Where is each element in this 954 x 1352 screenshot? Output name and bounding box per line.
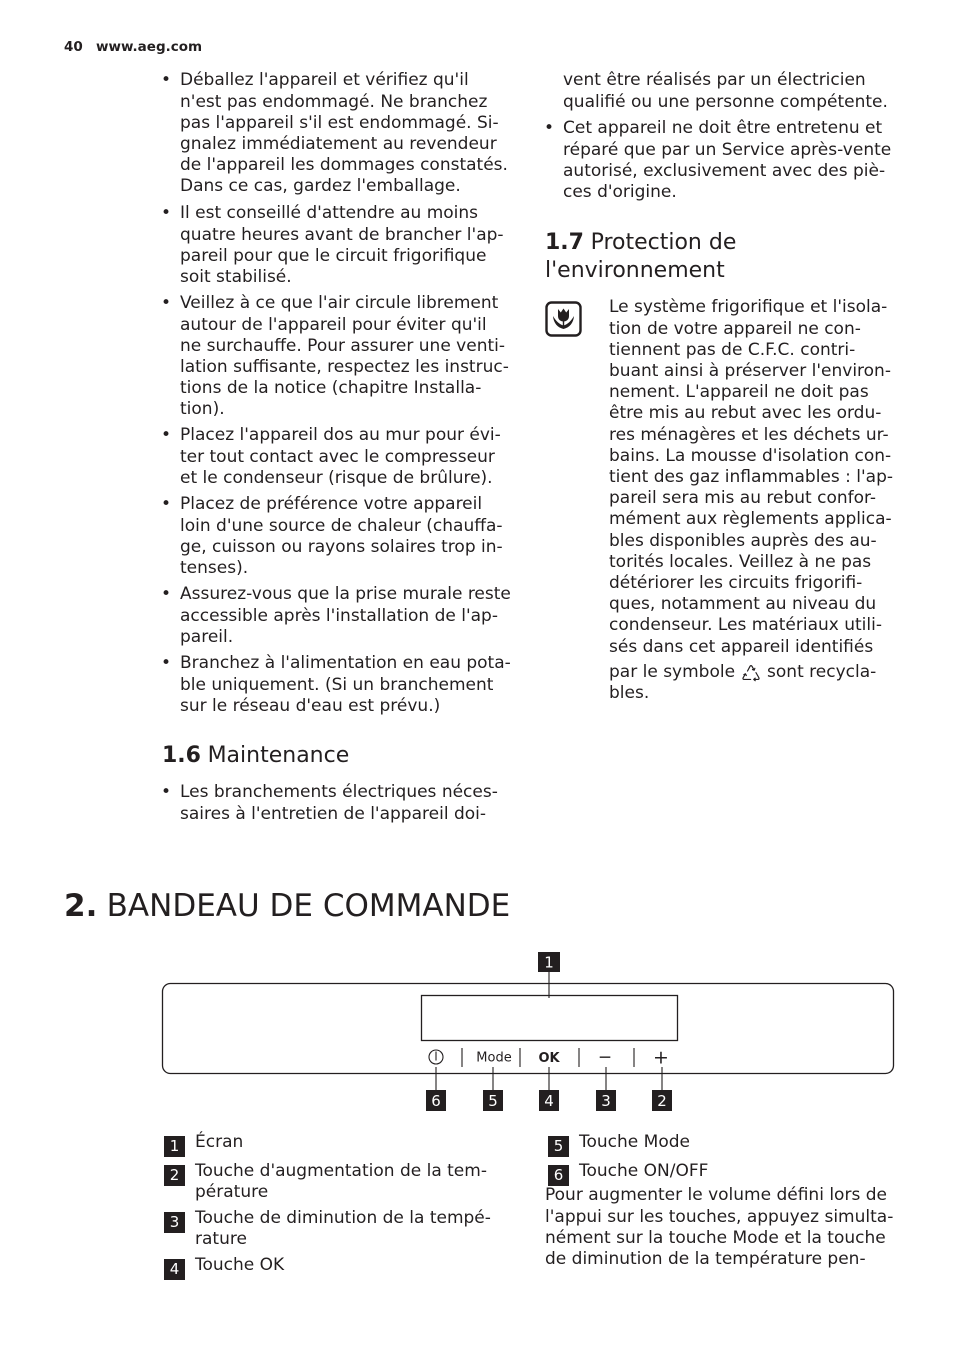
text-line: Touche de diminution de la tempé- [195, 1208, 491, 1228]
legend-text [195, 1161, 487, 1203]
plus-button-label: + [653, 1046, 669, 1069]
text-line: condenseur. Les matériaux utili- [609, 615, 882, 636]
text-line: être mis au rebut avec les ordu- [609, 403, 882, 424]
text-line: buant ainsi à préserver l'environ- [609, 360, 891, 381]
ok-button-label: OK [538, 1051, 560, 1066]
text-line: Écran [195, 1132, 244, 1152]
text-line: Dans ce cas, gardez l'emballage. [180, 176, 461, 197]
text-line: tient des gaz inflammables : l'ap- [609, 466, 894, 487]
continuation-text [563, 70, 888, 112]
legend-number-box: 5 [548, 1136, 569, 1157]
text-line: • Assurez-vous que la prise murale reste [180, 584, 511, 605]
text-line: qualifié ou une personne compétente. [563, 91, 888, 112]
chapter-title: BANDEAU DE COMMANDE [106, 888, 511, 924]
text-line: bles disponibles auprès des au- [609, 530, 877, 551]
text-line: nément sur la touche Mode et la touche [545, 1227, 886, 1248]
text-line: pareil pour que le circuit frigorifique [180, 245, 487, 266]
bullet-item [162, 782, 498, 824]
legend-number-box: 3 [164, 1212, 185, 1233]
text-line: • Branchez à l'alimentation en eau pota- [180, 653, 511, 674]
text-line: gnalez immédiatement au revendeur [180, 133, 497, 154]
display-screen [422, 996, 678, 1041]
text-line: de l'appareil les dommages constatés. [180, 155, 508, 176]
heading-line: l'environnement [545, 258, 725, 283]
environment-note [609, 297, 893, 704]
text-line: bains. La mousse d'isolation con- [609, 445, 892, 466]
text-line: ques, notamment au niveau du [609, 594, 877, 615]
text-line: l'appui sur les touches, appuyez simulta- [545, 1206, 894, 1227]
legend-number-box: 4 [164, 1259, 185, 1280]
bullet-item [545, 118, 891, 203]
section-title: Maintenance [207, 743, 350, 768]
text-line: tions de la notice (chapitre Installa- [180, 378, 482, 399]
callout-number: 6 [431, 1092, 441, 1110]
chapter-number: 2. [64, 888, 98, 924]
callout-display [538, 952, 560, 998]
text-line: • Cet appareil ne doit être entretenu et [563, 118, 883, 139]
control-panel-diagram [0, 940, 954, 1120]
section-heading-maintenance [162, 742, 349, 770]
text-line: • Il est conseillé d'attendre au moins [180, 203, 479, 224]
environment-note-lines [609, 683, 893, 704]
text-line: tenses). [180, 557, 249, 578]
callout-number: 4 [544, 1092, 554, 1110]
text-line: rature [195, 1229, 247, 1250]
text-line: sont recycla- [767, 661, 877, 682]
bullet-item [162, 293, 509, 420]
text-line: vent être réalisés par un électricien [563, 70, 866, 91]
section-heading-environment [545, 229, 736, 285]
text-line: mément aux règlements applica- [609, 509, 892, 530]
bullet-item [162, 494, 503, 579]
text-line: autour de l'appareil pour éviter qu'il [180, 314, 487, 335]
legend-text [579, 1161, 708, 1182]
text-line: ter tout contact avec le compresseur [180, 446, 495, 467]
text-line: par le symbole [609, 661, 736, 682]
heading-line [545, 229, 736, 257]
legend-text [195, 1255, 284, 1276]
environment-note-lines [609, 297, 893, 657]
text-line: accessible après l'installation de l'ap- [180, 605, 498, 626]
bullet-item [162, 203, 504, 288]
text-line: • Placez de préférence votre appareil [180, 494, 483, 515]
callout-number: 3 [601, 1092, 611, 1110]
legend-number-box: 1 [164, 1136, 185, 1157]
legend-number-box: 6 [548, 1165, 569, 1186]
text-line: res ménagères et les déchets ur- [609, 424, 889, 445]
text-line: tion). [180, 399, 225, 420]
callout-number: 2 [657, 1092, 667, 1110]
page-number: 40 [64, 39, 83, 55]
text-line: pareil sera mis au rebut confor- [609, 488, 877, 509]
site-url: www.aeg.com [96, 39, 203, 55]
text-line: tiennent pas de C.F.C. contri- [609, 339, 856, 360]
minus-button-label: − [597, 1047, 613, 1068]
text-line: détériorer les circuits frigorifi- [609, 572, 863, 593]
text-line: • Veillez à ce que l'air circule librement [180, 293, 499, 314]
bullet-item [162, 653, 511, 717]
text-line: bles. [609, 682, 650, 703]
text-line: Touche Mode [579, 1132, 690, 1152]
text-line: sur le réseau d'eau est prévu.) [180, 695, 441, 716]
section-title: Protection de [590, 230, 737, 255]
callout-number: 1 [544, 953, 554, 972]
text-line: de diminution de la température pen- [545, 1248, 866, 1269]
bullet-item [162, 425, 501, 489]
text-line: Touche d'augmentation de la tem- [195, 1161, 487, 1181]
chapter-heading [64, 887, 510, 925]
bullet-item [162, 70, 508, 197]
text-line: pareil. [180, 626, 234, 647]
text-line: tion de votre appareil ne con- [609, 318, 861, 339]
mode-button-label: Mode [476, 1050, 512, 1066]
callout-number: 5 [488, 1092, 498, 1110]
text-line: autorisé, exclusivement avec des piè- [563, 160, 886, 181]
text-line: et le condenseur (risque de brûlure). [180, 467, 493, 488]
text-line: soit stabilisé. [180, 266, 292, 287]
text-line: Touche ON/OFF [579, 1161, 709, 1181]
text-line: ne surchauffe. Pour assurer une venti- [180, 335, 505, 356]
text-line: ces d'origine. [563, 181, 677, 202]
text-line: Touche OK [195, 1255, 285, 1275]
text-line: n'est pas endommagé. Ne branchez [180, 91, 488, 112]
text-line: réparé que par un Service après-vente [563, 139, 892, 160]
heading-line [162, 742, 349, 770]
text-line: • Déballez l'appareil et vérifiez qu'il [180, 70, 469, 91]
text-line: lation suffisante, respectez les instruc- [180, 356, 509, 377]
text-line: Le système frigorifique et l'isola- [609, 297, 888, 318]
text-line: nement. L'appareil ne doit pas [609, 382, 869, 403]
recycle-icon [740, 662, 762, 684]
text-line: • Les branchements électriques néces- [180, 782, 498, 803]
environment-icon [545, 301, 582, 337]
panel-outline [163, 984, 894, 1074]
text-line: torités locales. Veillez à ne pas [609, 551, 872, 572]
text-line: ge, cuisson ou rayons solaires trop in- [180, 536, 503, 557]
legend-text [195, 1208, 491, 1250]
legend-number-box: 2 [164, 1165, 185, 1186]
text-line: ble uniquement. (Si un branchement [180, 674, 494, 695]
legend-text [195, 1132, 243, 1153]
section-number: 1.7 [545, 230, 584, 255]
recycle-symbol-line [609, 658, 893, 683]
text-line: quatre heures avant de brancher l'ap- [180, 224, 504, 245]
text-line: pas l'appareil s'il est endommagé. Si- [180, 112, 499, 133]
text-line: saires à l'entretien de l'appareil doi- [180, 803, 486, 824]
text-line: • Placez l'appareil dos au mur pour évi- [180, 425, 501, 446]
legend-note [545, 1185, 893, 1270]
section-number: 1.6 [162, 743, 201, 768]
text-line: sés dans cet appareil identifiés [609, 636, 874, 657]
bullet-item [162, 584, 511, 648]
legend-text [579, 1132, 690, 1153]
power-icon [429, 1050, 443, 1064]
text-line: pérature [195, 1182, 269, 1203]
text-line: Pour augmenter le volume défini lors de [545, 1185, 887, 1206]
text-line: loin d'une source de chaleur (chauffa- [180, 515, 503, 536]
